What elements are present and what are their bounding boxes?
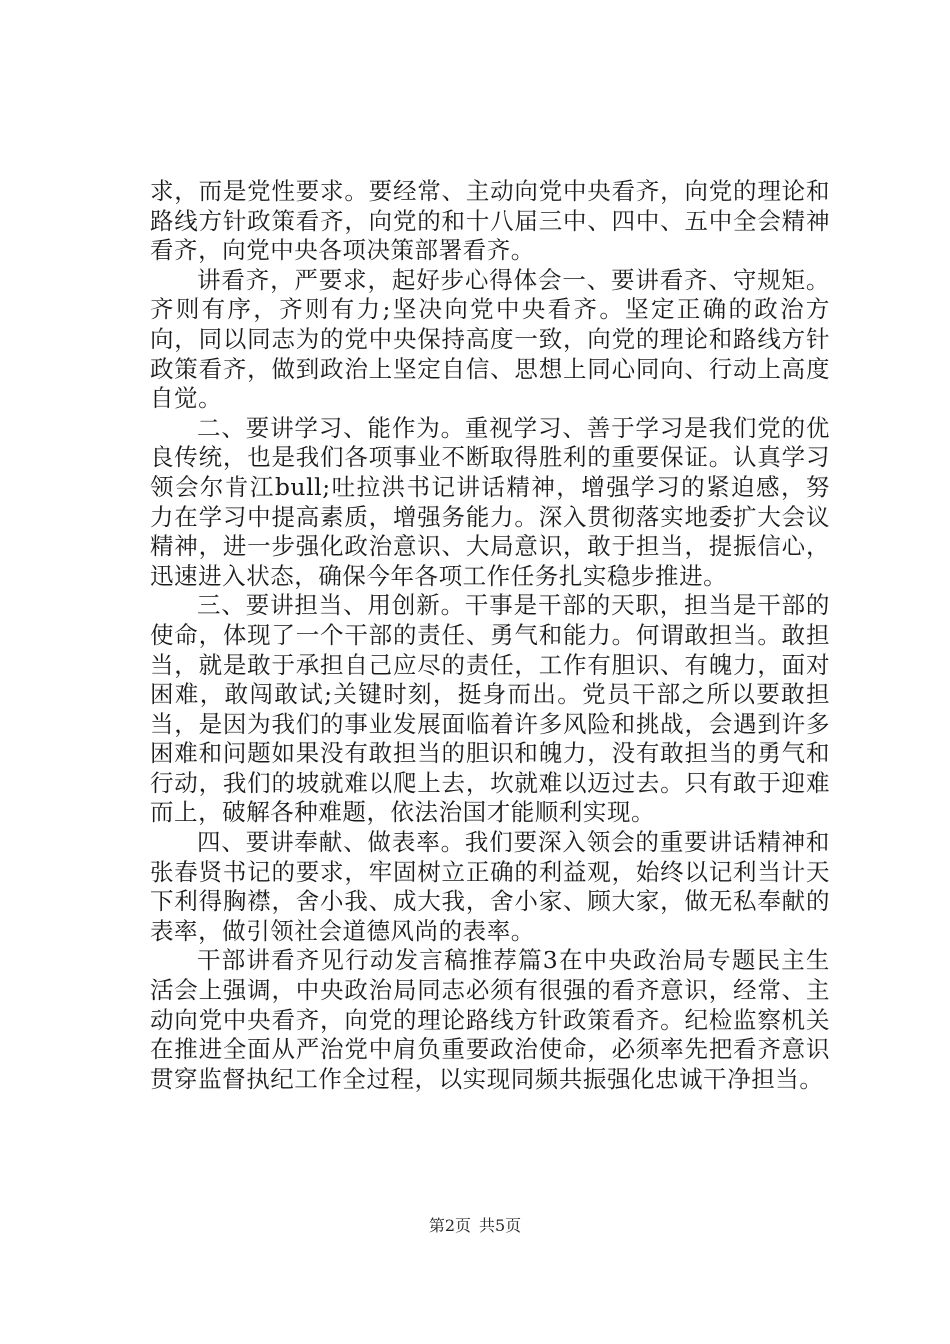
paragraph: 三、要讲担当、用创新。干事是干部的天职，担当是干部的使命，体现了一个干部的责任、勇气和能力。何谓敢担当。敢担当，就是敢于承担自己应尽的责任，工作有胆识、有魄力，面对困难，敢闯敢试;关键时刻，挺身而出。党员干部之所以要敢担当，是因为我们的事业发展面临着许多风险和挑战，会遇到许多困难和问题如果没有敢担当的胆识和魄力，没有敢担当的勇气和行动，我们的坡就难以爬上去，坎就难以迈过去。只有敢于迎难而上，破解各种难题，依法治国才能顺利实现。 <box>150 591 830 827</box>
page-footer <box>0 1216 950 1236</box>
page-number: 第2页 <box>428 1216 471 1235</box>
paragraph: 四、要讲奉献、做表率。我们要深入领会的重要讲话精神和张春贤书记的要求，牢固树立正确的利益观，始终以记利当计天下利得胸襟，舍小我、成大我，舍小家、顾大家，做无私奉献的表率，做引领社会道德风尚的表率。 <box>150 828 830 945</box>
page-total: 共5页 <box>479 1216 522 1235</box>
paragraph: 求，而是党性要求。要经常、主动向党中央看齐，向党的理论和路线方针政策看齐，向党的和十八届三中、四中、五中全会精神看齐，向党中央各项决策部署看齐。 <box>150 177 830 265</box>
paragraph: 干部讲看齐见行动发言稿推荐篇3在中央政治局专题民主生活会上强调，中央政治局同志必须有很强的看齐意识，经常、主动向党中央看齐，向党的理论路线方针政策看齐。纪检监察机关在推进全面从严治党中肩负重要政治使命，必须率先把看齐意识贯穿监督执纪工作全过程，以实现同频共振强化忠诚干净担当。 <box>150 946 830 1093</box>
paragraph: 讲看齐，严要求，起好步心得体会一、要讲看齐、守规矩。齐则有序，齐则有力;坚决向党中央看齐。坚定正确的政治方向，同以同志为的党中央保持高度一致，向党的理论和路线方针政策看齐，做到政治上坚定自信、思想上同心同向、行动上高度自觉。 <box>150 265 830 413</box>
document-body <box>150 177 830 1094</box>
paragraph: 二、要讲学习、能作为。重视学习、善于学习是我们党的优良传统，也是我们各项事业不断取得胜利的重要保证。认真学习领会尔肯江bull;吐拉洪书记讲话精神，增强学习的紧迫感，努力在学习中提高素质，增强务能力。深入贯彻落实地委扩大会议精神，进一步强化政治意识、大局意识，敢于担当，提振信心，迅速进入状态，确保今年各项工作任务扎实稳步推进。 <box>150 413 830 590</box>
